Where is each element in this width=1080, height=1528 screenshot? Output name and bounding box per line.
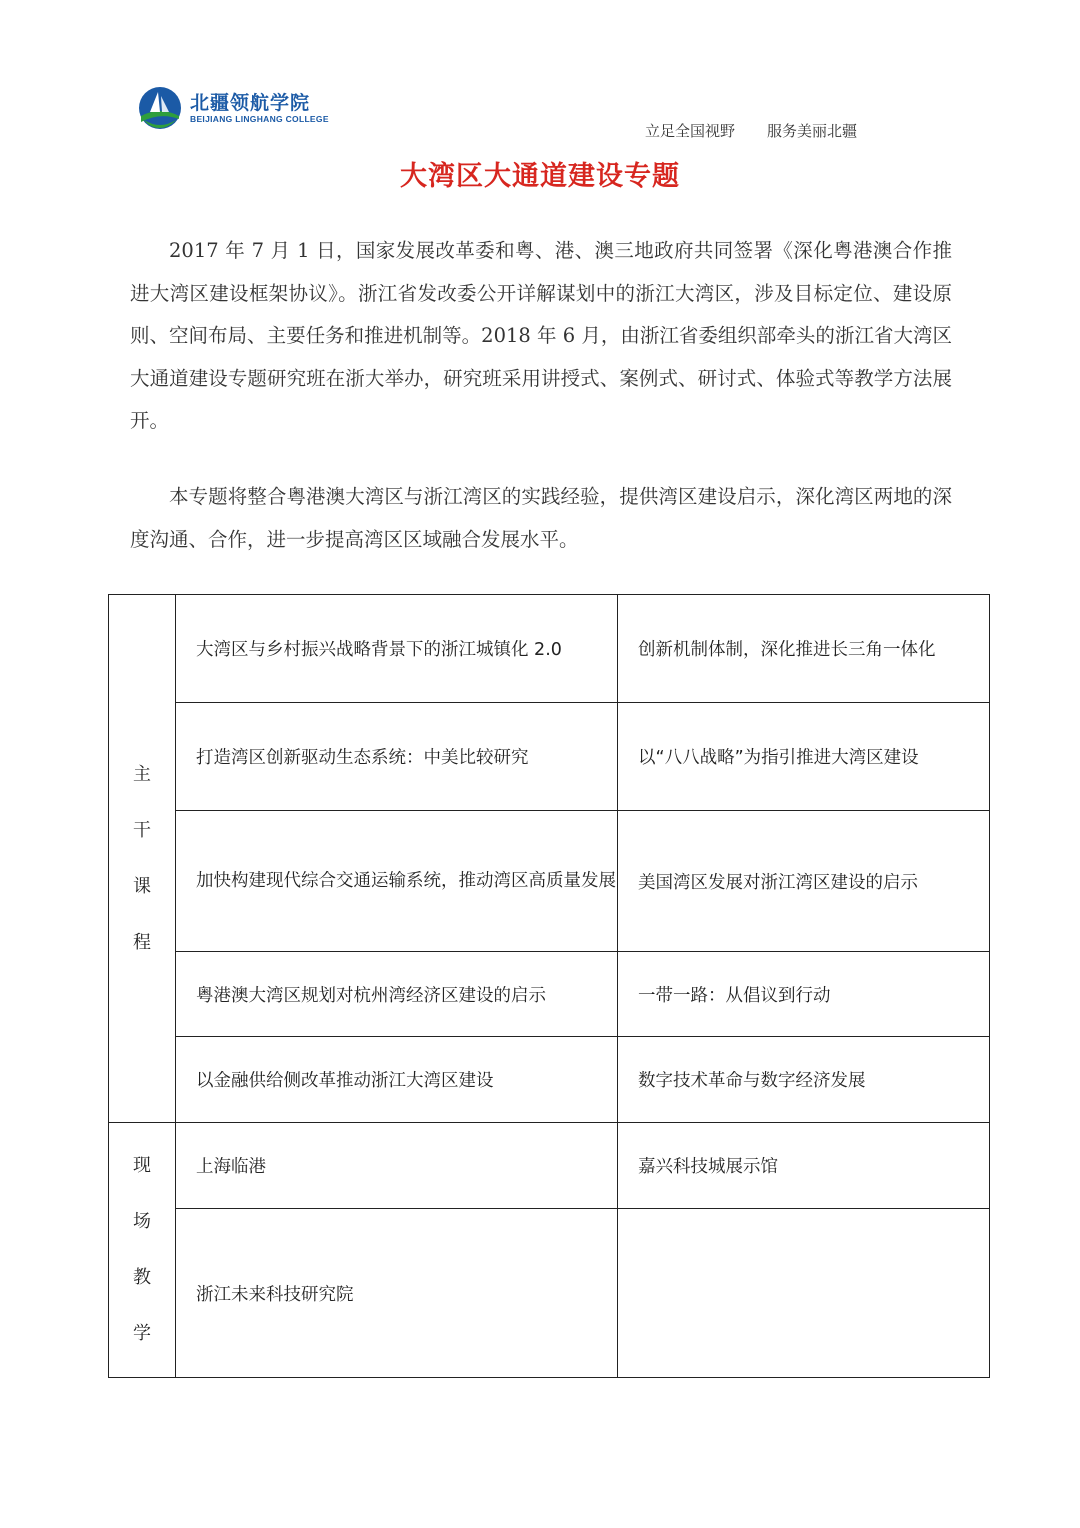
table-row	[109, 1209, 990, 1378]
table-row	[109, 595, 990, 703]
main-courses-label	[109, 595, 176, 1123]
table-row	[109, 1037, 990, 1123]
category-char: 学	[133, 1323, 151, 1344]
course-cell: 以“八八战略”为指引推进大湾区建设	[618, 703, 990, 811]
slogan-left: 立足全国视野	[645, 122, 736, 140]
course-cell: 浙江未来科技研究院	[176, 1209, 618, 1378]
field-teaching-label	[109, 1123, 176, 1378]
category-char: 现	[133, 1155, 151, 1176]
category-char: 干	[133, 819, 151, 841]
page-title: 大湾区大通道建设专题	[400, 161, 680, 192]
category-char: 课	[133, 875, 151, 897]
college-logo	[138, 86, 338, 130]
logo-english-name: BEIJIANG LINGHANG COLLEGE	[190, 114, 329, 124]
header-slogan	[645, 120, 857, 141]
course-cell: 上海临港	[176, 1123, 618, 1209]
course-cell: 数字技术革命与数字经济发展	[618, 1037, 990, 1123]
course-cell: 大湾区与乡村振兴战略背景下的浙江城镇化 2.0	[176, 595, 618, 703]
table-row	[109, 703, 990, 811]
logo-chinese-name: 北疆领航学院	[190, 92, 311, 114]
slogan-right: 服务美丽北疆	[767, 122, 858, 140]
category-char: 程	[133, 931, 151, 953]
course-cell: 粤港澳大湾区规划对杭州湾经济区建设的启示	[176, 952, 618, 1037]
table-row	[109, 811, 990, 952]
course-cell: 美国湾区发展对浙江湾区建设的启示	[618, 811, 990, 952]
course-cell: 以金融供给侧改革推动浙江大湾区建设	[176, 1037, 618, 1123]
course-cell: 创新机制体制，深化推进长三角一体化	[618, 595, 990, 703]
course-table	[108, 594, 990, 1378]
category-char: 教	[133, 1267, 151, 1288]
table-row	[109, 952, 990, 1037]
course-cell: 一带一路：从倡议到行动	[618, 952, 990, 1037]
category-char: 主	[133, 763, 151, 785]
category-char: 场	[133, 1211, 151, 1232]
course-cell	[618, 1209, 990, 1378]
table-row	[109, 1123, 990, 1209]
course-cell: 加快构建现代综合交通运输系统，推动湾区高质量发展	[176, 811, 618, 952]
summary-paragraph: 本专题将整合粤港澳大湾区与浙江湾区的实践经验，提供湾区建设启示，深化湾区两地的深度沟通、合作，进一步提高湾区区域融合发展水平。	[130, 485, 952, 551]
college-logo-icon	[138, 86, 182, 130]
intro-paragraph: 2017 年 7 月 1 日，国家发展改革委和粤、港、澳三地政府共同签署《深化粤港澳合作推进大湾区建设框架协议》。浙江省发改委公开详解谋划中的浙江大湾区，涉及目标定位、建设原则、空间布局、主要任务和推进机制等。2018 年 6 月，由浙江省委组织部牵头的浙江省大湾区大通道建设专题研究班在浙大举办，研究班采用讲授式、案例式、研讨式、体验式等教学方法展开。	[130, 239, 952, 432]
course-cell: 打造湾区创新驱动生态系统：中美比较研究	[176, 703, 618, 811]
course-cell: 嘉兴科技城展示馆	[618, 1123, 990, 1209]
